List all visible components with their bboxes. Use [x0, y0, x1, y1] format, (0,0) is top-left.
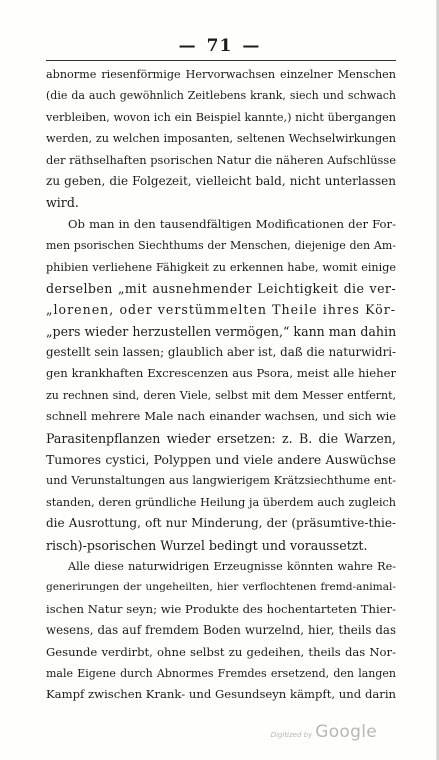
text-line: und Verunstaltungen aus langwierigem Krätzsiechthume ent-	[46, 474, 396, 488]
text-line: „lorenen, oder verstümmelten Theile ihres Kör-	[46, 302, 396, 318]
google-logo: Google	[315, 722, 377, 742]
text-line: der räthselhaften psorischen Natur die näheren Aufschlüsse	[46, 152, 396, 167]
text-line: Alle diese naturwidrigen Erzeugnisse könnten wahre Re-	[68, 559, 396, 573]
text-line: derselben „mit ausnehmender Leichtigkeit die ver-	[46, 280, 396, 296]
text-line: schnell mehrere Male nach einander wachsen, und sich wie	[46, 409, 396, 424]
text-line: verbleiben, wovon ich ein Beispiel kannte,) nicht übergangen	[46, 110, 396, 124]
text-line: wesens, das auf fremdem Boden wurzelnd, hier, theils das	[46, 623, 396, 638]
text-line: die Ausrottung, oft nur Minderung, der (präsumtive-thie-	[46, 516, 396, 531]
watermark-prefix: Digitized by	[270, 731, 313, 739]
text-line: Gesunde verdirbt, ohne selbst zu gedeihen, theils das Nor-	[46, 644, 396, 659]
header-dash-left: —	[178, 36, 197, 56]
text-line: wird.	[46, 195, 79, 211]
text-line: abnorme riesenförmige Hervorwachsen einzelner Menschen	[46, 68, 396, 81]
text-line: gen krankhaften Excrescenzen aus Psora, meist alle hieher	[46, 366, 396, 381]
text-line: Kampf zwischen Krank- und Gesundseyn kämpft, und darin	[46, 687, 396, 702]
text-line: phibien verliehene Fähigkeit zu erkennen habe, womit einige	[46, 260, 396, 274]
text-line: werden, zu welchen imposanten, seltenen Wechselwirkungen	[46, 132, 396, 146]
text-line: standen, deren gründliche Heilung ja überdem auch zugleich	[46, 495, 396, 509]
text-line: zu rechnen sind, deren Viele, selbst mit dem Messer entfernt,	[46, 388, 396, 402]
text-line: (die da auch gewöhnlich Zeitlebens krank, siech und schwach	[46, 89, 396, 103]
text-line: risch)-psorischen Wurzel bedingt und voraussetzt.	[46, 537, 368, 553]
text-line: Parasitenpflanzen wieder ersetzen: z. B. die Warzen,	[46, 430, 396, 446]
text-line: gestellt sein lassen; glaublich aber ist, daß die naturwidri-	[46, 345, 396, 360]
text-line: men psorischen Siechthums der Menschen, diejenige den Am-	[46, 239, 396, 253]
page-number: 71	[206, 36, 233, 56]
text-line: Tumores cystici, Polyppen und viele andere Auswüchse	[46, 452, 396, 468]
text-line: male Eigene durch Abnormes Fremdes ersetzend, den langen	[46, 666, 396, 680]
text-line: ischen Natur seyn; wie Produkte des hochentarteten Thier-	[46, 601, 396, 616]
header-dash-right: —	[242, 36, 261, 56]
header-rule	[46, 60, 396, 61]
text-line: zu geben, die Folgezeit, vielleicht bald, nicht unterlassen	[46, 173, 396, 188]
body-text	[46, 64, 396, 706]
text-line: Ob man in den tausendfältigen Modificationen der For-	[68, 216, 396, 231]
digitized-watermark	[271, 722, 377, 742]
text-line: „pers wieder herzustellen vermögen,“ kann man dahin	[46, 323, 396, 339]
page-header	[0, 36, 439, 56]
text-line: generirungen der ungeheilten, hier verflochtenen fremd-animal-	[46, 581, 396, 594]
